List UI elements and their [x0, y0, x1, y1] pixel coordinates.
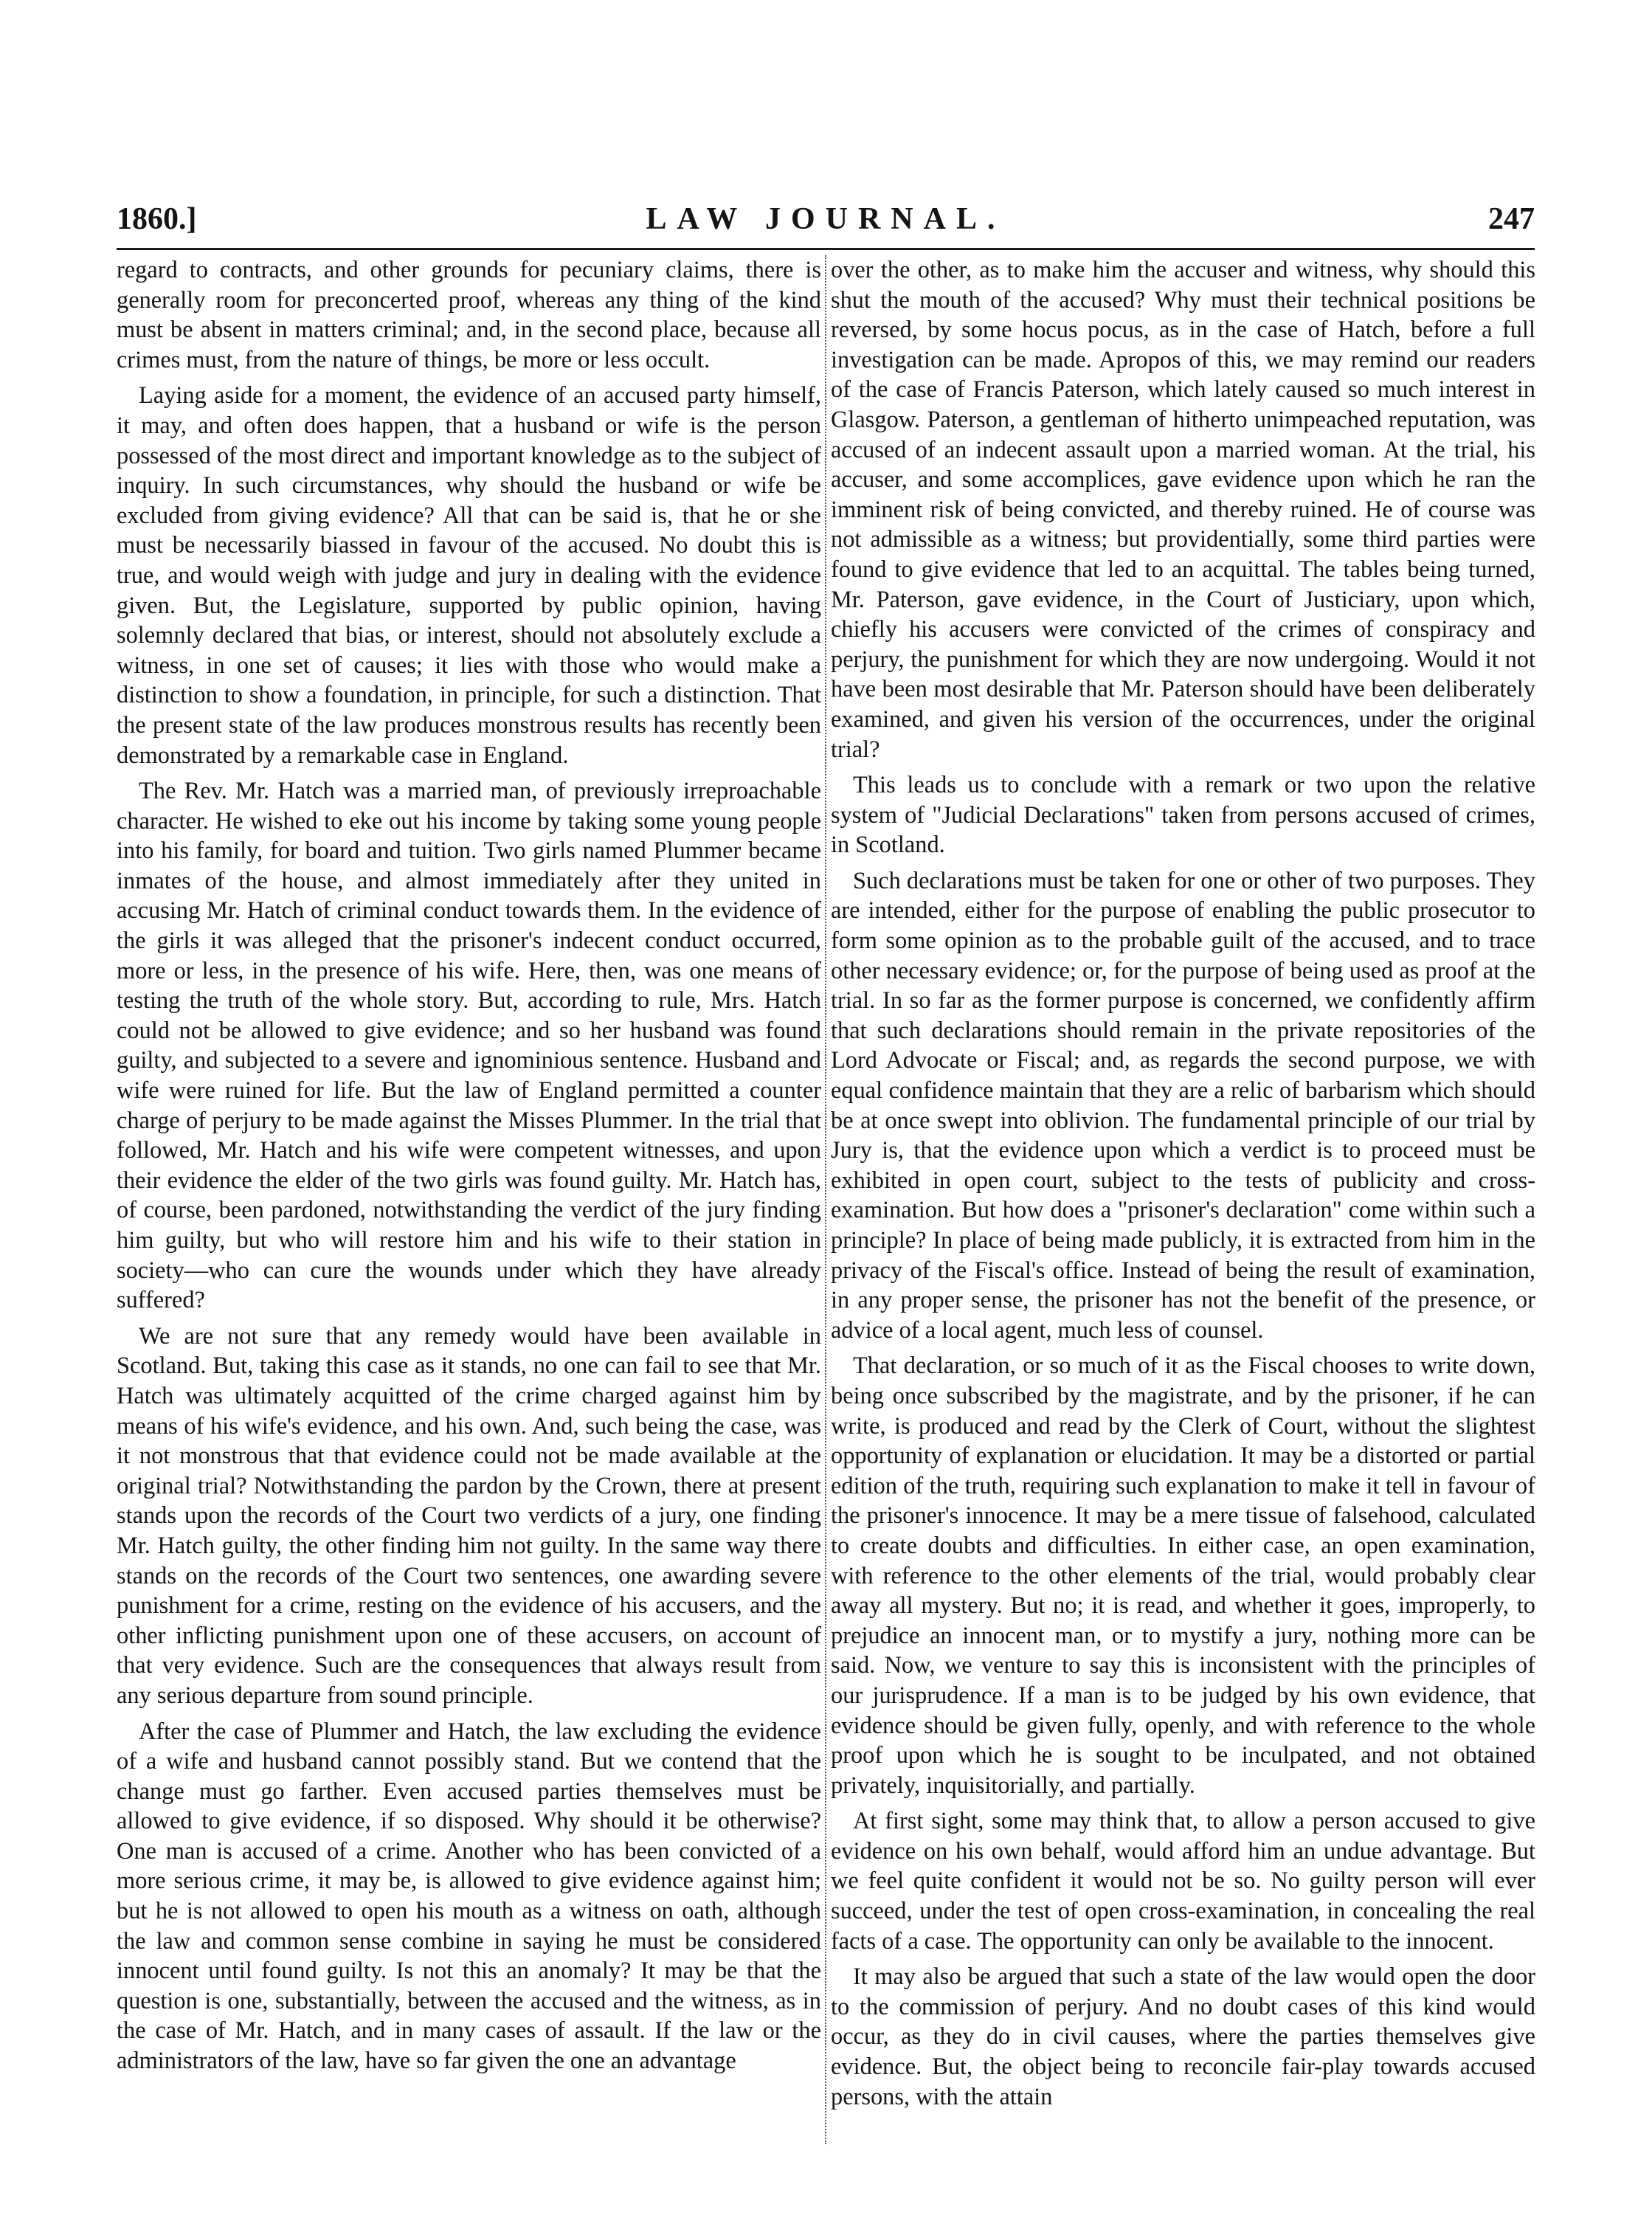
paragraph: The Rev. Mr. Hatch was a married man, of previously irreproachable character. He wished to eke out his income by taking some young people into his family, for board and tuition. Two girls named Plummer became inmates of the house, and almost immediately after they united in accusing Mr. Hatch of criminal conduct towards them. In the evidence of the girls it was alleged that the prisoner's indecent conduct occurred, more or less, in the presence of his wife. Here, then, was one means of testing the truth of the whole story. But, according to rule, Mrs. Hatch could not be allowed to give evidence; and so her husband was found guilty, and subjected to a severe and ignominious sentence. Husband and wife were ruined for life. But the law of England permitted a counter charge of perjury to be made against the Misses Plummer. In the trial that followed, Mr. Hatch and his wife were competent witnesses, and upon their evidence the elder of the two girls was found guilty. Mr. Hatch has, of course, been pardoned, notwithstanding the verdict of the jury finding him guilty, but who will restore him and his wife to their station in society—who can cure the wounds under which they have already suffered?: [117, 778, 821, 1314]
paragraph: This leads us to conclude with a remark or two upon the relative system of "Judicial Declarations" taken from persons accused of crimes, in Scotland.: [831, 772, 1535, 859]
page-header: [117, 193, 1535, 245]
paragraph: It may also be argued that such a state of the law would open the door to the commission of perjury. And no doubt cases of this kind would occur, as they do in civil causes, where the parties themselves give evidence. But, the object being to reconcile fair-play towards accused persons, with the attain: [831, 1963, 1535, 2110]
paragraph: After the case of Plummer and Hatch, the law excluding the evidence of a wife and husband cannot possibly stand. But we contend that the change must go farther. Even accused parties themselves must be allowed to give evidence, if so disposed. Why should it be otherwise? One man is accused of a crime. Another who has been convicted of a more serious crime, it may be, is allowed to give evidence against him; but he is not allowed to open his mouth as a witness on oath, although the law and common sense combine in saying he must be considered innocent until found guilty. Is not this an anomaly? It may be that the question is one, substantially, between the accused and the witness, as in the case of Mr. Hatch, and in many cases of assault. If the law or the administrators of the law, have so far given the one an advantage: [117, 1718, 821, 2075]
paragraph: Laying aside for a moment, the evidence of an accused party himself, it may, and often does happen, that a husband or wife is the person possessed of the most direct and important knowledge as to the subject of inquiry. In such circumstances, why should the husband or wife be excluded from giving evidence? All that can be said is, that he or she must be necessarily biassed in favour of the accused. No doubt this is true, and would weigh with judge and jury in dealing with the evidence given. But, the Legislature, supported by public opinion, having solemnly declared that bias, or interest, should not absolutely exclude a witness, in one set of causes; it lies with those who would make a distinction to show a foundation, in principle, for such a distinction. That the present state of the law produces monstrous results has recently been demonstrated by a remarkable case in England.: [117, 382, 821, 769]
right-column: [831, 255, 1535, 2144]
paragraph: regard to contracts, and other grounds for pecuniary claims, there is generally room for preconcerted proof, whereas any thing of the kind must be absent in matters criminal; and, in the second place, because all crimes must, from the nature of things, be more or less occult.: [117, 257, 821, 373]
journal-title: LAW JOURNAL.: [646, 202, 1006, 236]
page-number: 247: [1488, 202, 1535, 236]
paragraph: Such declarations must be taken for one or other of two purposes. They are intended, either for the purpose of enabling the public prosecutor to form some opinion as to the probable guilt of the accused, and to trace other necessary evidence; or, for the purpose of being used as proof at the trial. In so far as the former purpose is concerned, we confidently affirm that such declarations should remain in the private repositories of the Lord Advocate or Fiscal; and, as regards the second purpose, we with equal confidence maintain that they are a relic of barbarism which should be at once swept into oblivion. The fundamental principle of our trial by Jury is, that the evidence upon which a verdict is to proceed must be exhibited in open court, subject to the tests of publicity and cross-examination. But how does a "prisoner's declaration" come within such a principle? In place of being made publicly, it is extracted from him in the privacy of the Fiscal's office. Instead of being the result of examination, in any proper sense, the prisoner has not the benefit of the presence, or advice of a local agent, much less of counsel.: [831, 867, 1535, 1344]
paragraph: That declaration, or so much of it as the Fiscal chooses to write down, being once subscribed by the magistrate, and by the prisoner, if he can write, is produced and read by the Clerk of Court, without the slightest opportunity of explanation or elucidation. It may be a distorted or partial edition of the truth, requiring such explanation to make it tell in favour of the prisoner's innocence. It may be a mere tissue of falsehood, calculated to create doubts and difficulties. In either case, an open examination, with reference to the other elements of the trial, would probably clear away all mystery. But no; it is read, and whether it goes, improperly, to prejudice an innocent man, or to mystify a jury, nothing more can be said. Now, we venture to say this is inconsistent with the principles of our jurisprudence. If a man is to be judged by his own evidence, that evidence should be given fully, openly, and with reference to the whole proof upon which he is sought to be inculpated, and not obtained privately, inquisitorially, and partially.: [831, 1352, 1535, 1799]
paragraph: We are not sure that any remedy would have been available in Scotland. But, taking this case as it stands, no one can fail to see that Mr. Hatch was ultimately acquitted of the crime charged against him by means of his wife's evidence, and his own. And, such being the case, was it not monstrous that that evidence could not be made available at the original trial? Notwithstanding the pardon by the Crown, there at present stands upon the records of the Court two verdicts of a jury, one finding Mr. Hatch guilty, the other finding him not guilty. In the same way there stands on the records of the Court two sentences, one awarding severe punishment for a crime, resting on the evidence of his accusers, and the other inflicting punishment upon one of these accusers, on account of that very evidence. Such are the consequences that always result from any serious departure from sound principle.: [117, 1322, 821, 1709]
paragraph: over the other, as to make him the accuser and witness, why should this shut the mouth of the accused? Why must their technical positions be reversed, by some hocus pocus, as in the case of Hatch, before a full investigation can be made. Apropos of this, we may remind our readers of the case of Francis Paterson, which lately caused so much interest in Glasgow. Paterson, a gentleman of hitherto unimpeached reputation, was accused of an indecent assault upon a married woman. At the trial, his accuser, and some accomplices, gave evidence upon which he ran the imminent risk of being convicted, and thereby ruined. He of course was not admissible as a witness; but providentially, some third parties were found to give evidence that led to an acquittal. The tables being turned, Mr. Paterson, gave evidence, in the Court of Justiciary, upon which, chiefly his accusers were convicted of the crimes of conspiracy and perjury, the punishment for which they are now undergoing. Would it not have been most desirable that Mr. Paterson should have been deliberately examined, and given his version of the occurrences, under the original trial?: [831, 257, 1535, 763]
column-divider: [825, 255, 826, 2144]
header-rule: [117, 248, 1535, 250]
paragraph: At first sight, some may think that, to allow a person accused to give evidence on his own behalf, would afford him an undue advantage. But we feel quite confident it would not be so. No guilty person will ever succeed, under the test of open cross-examination, in concealing the real facts of a case. The opportunity can only be available to the innocent.: [831, 1808, 1535, 1955]
left-column: [117, 255, 821, 2144]
header-date: 1860.]: [117, 202, 197, 236]
